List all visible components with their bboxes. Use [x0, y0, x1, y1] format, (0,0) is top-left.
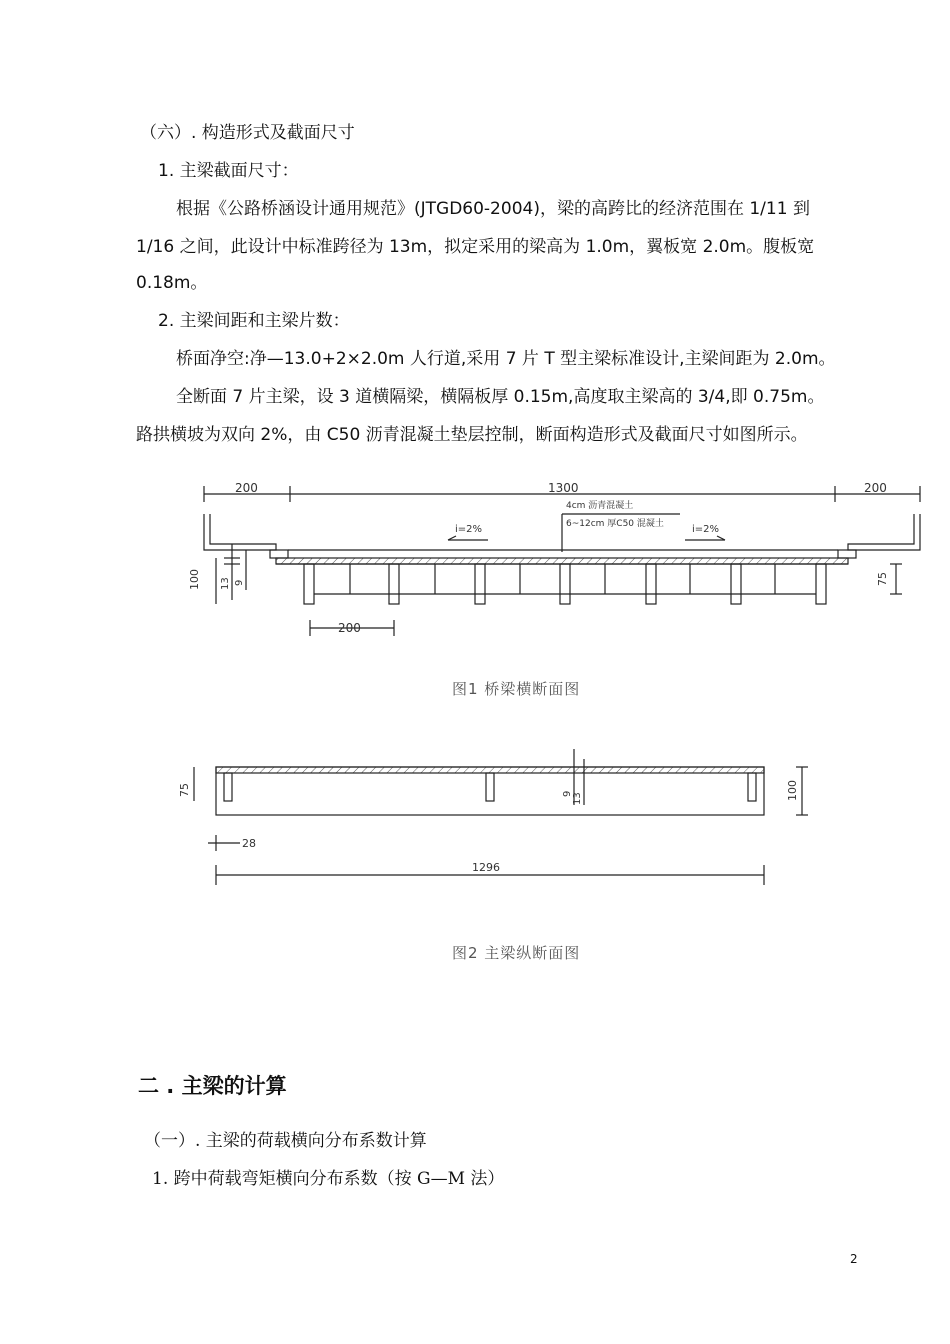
item1-title: 1. 主梁截面尺寸： [158, 161, 299, 181]
para3-line2: 路拱横坡为双向 2%，由 C50 沥青混凝土垫层控制，断面构造形式及截面尺寸如图所示。 [136, 425, 808, 445]
section2-sub1-item1: 1. 跨中荷载弯矩横向分布系数（按 G—M 法） [152, 1169, 505, 1189]
figure1-caption: 图1 桥梁横断面图 [452, 680, 581, 698]
fig2-dim-28: 28 [242, 837, 256, 850]
fig1-layer-bottom: 6~12cm 厚C50 混凝土 [566, 519, 664, 529]
para3-line1: 全断面 7 片主梁，设 3 道横隔梁，横隔板厚 0.15m,高度取主梁高的 3/4,即 0.75m。 [176, 387, 825, 407]
fig1-dim-right: 200 [864, 481, 887, 495]
fig2-dim-13: 13 [572, 792, 583, 805]
fig1-dim-spacing: 200 [338, 621, 361, 635]
fig1-dim-75: 75 [876, 572, 889, 586]
fig1-layer-top: 4cm 沥青混凝土 [566, 501, 634, 511]
fig1-dim-9: 9 [234, 579, 245, 586]
figure2-longitudinal-section [160, 745, 840, 890]
page-number: 2 [850, 1252, 858, 1266]
fig1-dim-mid: 1300 [548, 481, 579, 495]
item2-title: 2. 主梁间距和主梁片数： [158, 311, 350, 331]
fig1-dim-height: 100 [188, 569, 201, 590]
para1-line2: 1/16 之间，此设计中标准跨径为 13m，拟定采用的梁高为 1.0m，翼板宽 2.0m。腹板宽 [136, 237, 815, 257]
fig2-dim-9: 9 [562, 790, 573, 797]
figure2-caption: 图2 主梁纵断面图 [452, 944, 581, 962]
fig2-dim-1296: 1296 [472, 861, 500, 874]
figure1-cross-section [180, 478, 930, 648]
para1-line1: 根据《公路桥涵设计通用规范》(JTGD60-2004)，梁的高跨比的经济范围在 1/11 到 [176, 199, 810, 219]
section-heading-6: （六）. 构造形式及截面尺寸 [140, 123, 355, 143]
fig2-dim-75: 75 [178, 783, 191, 797]
fig1-dim-left: 200 [235, 481, 258, 495]
fig1-slope-left: i=2% [455, 524, 483, 535]
para1-line3: 0.18m。 [136, 273, 208, 293]
section2-sub1: （一）. 主梁的荷载横向分布系数计算 [144, 1131, 427, 1151]
fig2-dim-100: 100 [786, 780, 799, 801]
fig1-dim-13: 13 [220, 577, 231, 590]
para2-line1: 桥面净空:净—13.0+2×2.0m 人行道,采用 7 片 T 型主梁标准设计,主梁间距为 2.0m。 [176, 349, 836, 369]
section2-heading: 二 . 主梁的计算 [138, 1074, 287, 1098]
fig1-slope-right: i=2% [692, 524, 720, 535]
